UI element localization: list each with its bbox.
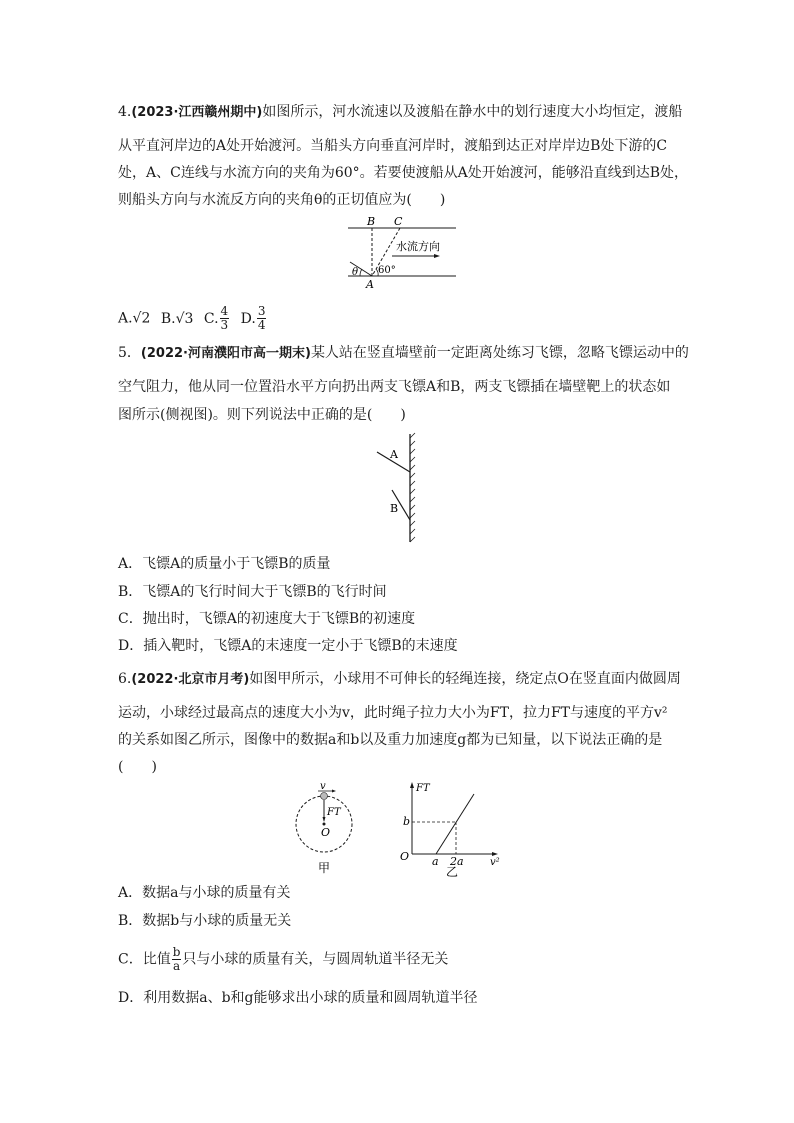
- q6-option-c-numerator: b: [172, 945, 181, 959]
- q5-line-3: 图所示(侧视图)。则下列说法中正确的是( ): [118, 407, 406, 423]
- q6-option-d[interactable]: D．利用数据a、b和g能够求出小球的质量和圆周轨道半径: [118, 990, 478, 1006]
- q6-source: (2022·北京市月考): [131, 672, 250, 687]
- q4-option-d[interactable]: [240, 304, 268, 332]
- q4-line-4: 则船头方向与水流反方向的夹角θ的正切值应为( ): [118, 192, 446, 208]
- q4-option-d-denominator: 4: [257, 318, 266, 332]
- q4-text-1: 如图所示，河水流速以及渡船在静水中的划行速度大小均恒定，渡船: [262, 104, 683, 120]
- q5-number: 5．: [118, 345, 141, 361]
- q5-option-a[interactable]: A．飞镖A的质量小于飞镖B的质量: [118, 556, 331, 572]
- q4-option-c-numerator: 4: [220, 304, 229, 318]
- q4-option-d-label: D.: [240, 310, 256, 327]
- q6-line-2: 运动，小球经过最高点的速度大小为v，此时绳子拉力大小为FT，拉力FT与速度的平方v²: [118, 705, 668, 721]
- q6-fig1-label-o: O: [321, 826, 331, 839]
- q6-option-c-label: C．比值: [118, 951, 171, 968]
- q6-fig2-label-b: b: [403, 815, 411, 828]
- q5-option-b[interactable]: B．飞镖A的飞行时间大于飞镖B的飞行时间: [118, 584, 387, 600]
- q4-fig-label-a: A: [366, 278, 374, 291]
- q4-fig-label-theta: θ: [352, 267, 359, 278]
- q6-fig2-caption: 乙: [446, 865, 459, 878]
- q4-option-d-numerator: 3: [257, 304, 266, 318]
- q6-fig1-label-ft: FT: [327, 807, 341, 818]
- q4-river-figure: [340, 214, 462, 292]
- q4-options: [118, 305, 267, 332]
- q6-fig2-label-ft: FT: [416, 783, 430, 794]
- q6-fig2-label-v2: v²: [490, 857, 500, 868]
- q5-option-d[interactable]: D．插入靶时，飞镖A的末速度一定小于飞镖B的末速度: [118, 638, 458, 654]
- q6-option-c-denominator: a: [172, 959, 181, 973]
- q4-option-c-label: C.: [203, 310, 219, 327]
- q6-number: 6.: [118, 671, 132, 687]
- q4-line-2: 从平直河岸边的A处开始渡河。当船头方向垂直河岸时，渡船到达正对岸岸边B处下游的C: [118, 138, 668, 154]
- q6-fig2-label-a: a: [432, 855, 439, 868]
- q4-fig-label-c: C: [394, 215, 403, 228]
- q6-line-4: ( ): [118, 759, 157, 775]
- q4-option-c-fraction: [220, 305, 230, 332]
- q4-line-3: 处，A、C连线与水流方向的夹角为60°。若要使渡船从A处开始渡河，能够沿直线到达B处，: [118, 165, 689, 181]
- q6-option-c[interactable]: [118, 946, 448, 973]
- q6-option-a[interactable]: A．数据a与小球的质量有关: [118, 885, 291, 901]
- q4-option-c[interactable]: [203, 304, 230, 332]
- q4-option-d-fraction: [257, 305, 267, 332]
- q4-source: (2023·江西赣州期中): [131, 105, 263, 120]
- q4-option-a[interactable]: A.√2: [118, 310, 151, 327]
- q6-option-c-text: 只与小球的质量有关，与圆周轨道半径无关: [182, 951, 449, 968]
- q4-option-c-denominator: 3: [220, 318, 229, 332]
- q6-graph-figure: [398, 780, 508, 878]
- q6-text-1: 如图甲所示，小球用不可伸长的轻绳连接，绕定点O在竖直面内做圆周: [249, 671, 681, 687]
- q5-line-2: 空气阻力，他从同一位置沿水平方向扔出两支飞镖A和B，两支飞镖插在墙壁靶上的状态如: [118, 379, 671, 395]
- q6-fig1-label-v: v: [320, 782, 326, 792]
- q4-fig-label-flow: 水流方向: [396, 240, 440, 253]
- q5-line-1: [118, 344, 689, 363]
- q6-option-b[interactable]: B．数据b与小球的质量无关: [118, 913, 292, 929]
- q6-fig2-label-2a: 2a: [450, 855, 464, 868]
- q6-line-3: 的关系如图乙所示，图像中的数据a和b以及重力加速度g都为已知量，以下说法正确的是: [118, 732, 663, 748]
- q5-option-c[interactable]: C．抛出时，飞镖A的初速度大于飞镖B的初速度: [118, 611, 416, 627]
- q6-line-1: [118, 670, 681, 689]
- q5-fig-label-a: A: [390, 448, 398, 461]
- q6-circle-figure: [292, 782, 356, 876]
- q5-fig-label-b: B: [390, 502, 399, 515]
- q6-fig2-label-o: O: [400, 850, 410, 863]
- q4-fig-label-60: 60°: [378, 265, 396, 276]
- q5-dart-figure: [370, 432, 426, 546]
- q5-source: (2022·河南濮阳市高一期末): [140, 346, 311, 361]
- q6-fig1-caption: 甲: [318, 861, 331, 875]
- q4-option-b[interactable]: B.√3: [160, 310, 194, 327]
- q4-line-1: 4.(2023·江西赣州期中)如图所示，河水流速以及渡船在静水中的划行速度大小均恒定，渡船: [118, 104, 683, 120]
- q5-text-1: 某人站在竖直墙壁前一定距离处练习飞镖，忽略飞镖运动中的: [310, 345, 689, 361]
- q4-fig-label-b: B: [367, 215, 376, 228]
- q6-option-c-fraction: [172, 946, 182, 973]
